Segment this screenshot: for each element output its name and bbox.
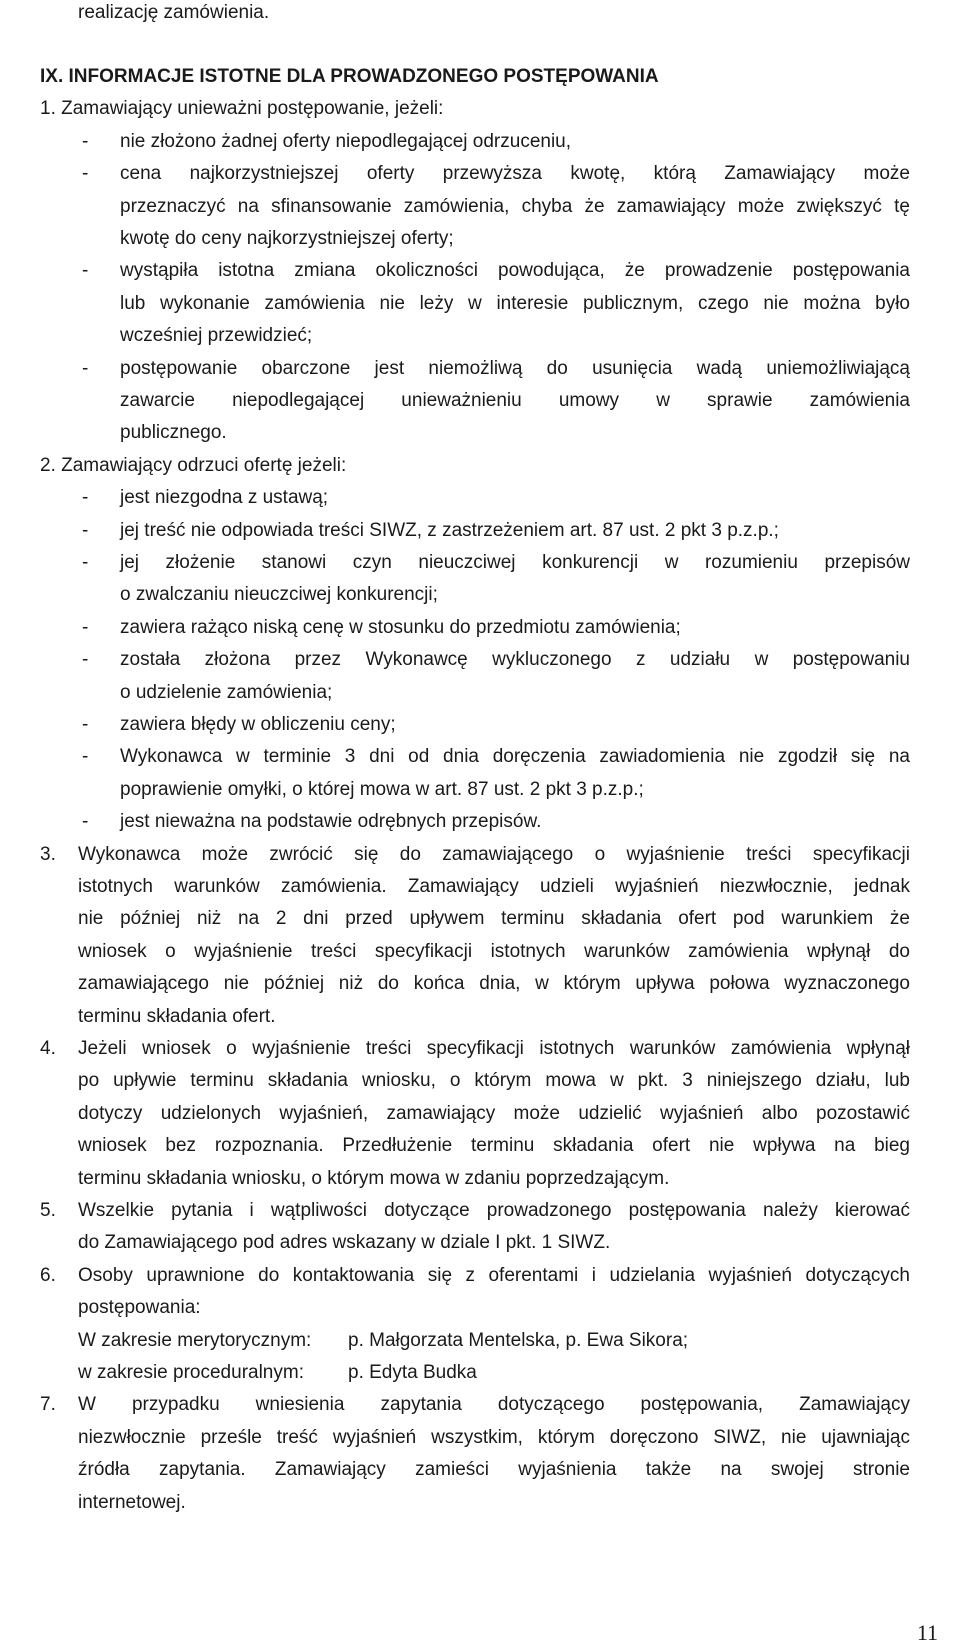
paragraph-line: internetowej.: [78, 1491, 186, 1513]
paragraph-line: istotnych warunków zamówienia. Zamawiający udzieli wyjaśnień niezwłocznie, jednak: [78, 876, 910, 897]
point-2-item-line: Wykonawca w terminie 3 dni od dnia doręczenia zawiadomienia nie zgodził się na: [120, 746, 910, 768]
contact-merit-value: p. Małgorzata Mentelska, p. Ewa Sikora;: [348, 1329, 689, 1351]
contact-proc-value: p. Edyta Budka: [348, 1362, 477, 1383]
bullet-dash: -: [82, 487, 89, 509]
paragraph-number: 7.: [40, 1394, 56, 1416]
paragraph-line: wniosek bez rozpoznania. Przedłużenie terminu składania ofert nie wpływa na bieg: [78, 1135, 910, 1157]
point-1-item-line: kwotę do ceny najkorzystniejszej oferty;: [120, 228, 454, 249]
paragraph-line: Jeżeli wniosek o wyjaśnienie treści specyfikacji istotnych warunków zamówienia wpłynął: [78, 1038, 910, 1059]
paragraph-line: do Zamawiającego pod adres wskazany w dziale I pkt. 1 SIWZ.: [78, 1232, 611, 1254]
paragraph-line: niezwłocznie prześle treść wyjaśnień wszystkim, którym doręczono SIWZ, nie ujawniając: [78, 1426, 910, 1448]
paragraph-number: 5.: [40, 1200, 56, 1221]
bullet-dash: -: [82, 130, 89, 152]
point-2-item-line: jest nieważna na podstawie odrębnych przepisów.: [120, 811, 542, 833]
point-1-intro: 1. Zamawiający unieważni postępowanie, jeżeli:: [40, 98, 444, 120]
point-2-item-line: została złożona przez Wykonawcę wykluczonego z udziału w postępowaniu: [120, 649, 910, 671]
point-2-item-line: o udzielenie zamówienia;: [120, 681, 333, 703]
point-1-item-line: zawarcie niepodlegającej unieważnieniu umowy w sprawie zamówienia: [120, 390, 910, 411]
bullet-dash: -: [82, 746, 89, 768]
paragraph-number: 6.: [40, 1264, 56, 1286]
point-1-item-line: cena najkorzystniejszej oferty przewyższa kwotę, którą Zamawiający może: [120, 163, 910, 185]
paragraph-line: Wykonawca może zwrócić się do zamawiającego o wyjaśnienie treści specyfikacji: [78, 843, 910, 865]
point-2-intro: 2. Zamawiający odrzuci ofertę jeżeli:: [40, 454, 347, 476]
point-2-item-line: jest niezgodna z ustawą;: [120, 487, 329, 509]
paragraph-line: Wszelkie pytania i wątpliwości dotyczące prowadzonego postępowania należy kierować: [78, 1200, 910, 1221]
bullet-dash: -: [82, 163, 89, 185]
paragraph-line: terminu składania ofert.: [78, 1005, 276, 1027]
point-2-item-line: jej złożenie stanowi czyn nieuczciwej konkurencji w rozumieniu przepisów: [120, 552, 910, 573]
point-1-item-line: wcześniej przewidzieć;: [120, 325, 313, 347]
bullet-dash: -: [82, 357, 89, 379]
point-1-item-line: nie złożono żadnej oferty niepodlegającej odrzuceniu,: [120, 130, 572, 152]
paragraph-number: 3.: [40, 843, 56, 865]
point-1-item-line: lub wykonanie zamówienia nie leży w interesie publicznym, czego nie można było: [120, 292, 910, 314]
bullet-dash: -: [82, 552, 89, 573]
paragraph-line: wniosek o wyjaśnienie treści specyfikacji istotnych warunków zamówienia wpłynął do: [78, 940, 910, 962]
point-2-item-line: o zwalczaniu nieuczciwej konkurencji;: [120, 584, 438, 606]
section-title: IX. INFORMACJE ISTOTNE DLA PROWADZONEGO POSTĘPOWANIA: [40, 66, 659, 87]
point-1-item-line: postępowanie obarczone jest niemożliwą do usunięcia wadą uniemożliwiającą: [120, 357, 910, 379]
paragraph-line: W przypadku wniesienia zapytania dotyczącego postępowania, Zamawiający: [78, 1394, 910, 1416]
paragraph-line: zamawiającego nie później niż do końca dnia, w którym upływa połowa wyznaczonego: [78, 973, 910, 995]
bullet-dash: -: [82, 616, 89, 638]
paragraph-line: Osoby uprawnione do kontaktowania się z oferentami i udzielania wyjaśnień dotyczących: [78, 1264, 910, 1286]
paragraph-number: 4.: [40, 1038, 56, 1059]
point-2-item-line: poprawienie omyłki, o której mowa w art. 87 ust. 2 pkt 3 p.z.p.;: [120, 778, 644, 800]
paragraph-line: dotyczy udzielonych wyjaśnień, zamawiający może udzielić wyjaśnień albo pozostawić: [78, 1102, 910, 1124]
page-number: 11: [916, 1620, 938, 1645]
contact-proc-row: [78, 1360, 477, 1386]
contact-proc-label: w zakresie proceduralnym:: [78, 1362, 304, 1383]
contact-merit-row: [78, 1328, 688, 1354]
point-1-item-line: publicznego.: [120, 422, 227, 444]
paragraph-line: postępowania:: [78, 1297, 201, 1319]
point-1-item-line: przeznaczyć na sfinansowanie zamówienia, chyba że zamawiający może zwiększyć tę: [120, 195, 910, 217]
bullet-dash: -: [82, 260, 89, 282]
continuation-line: realizację zamówienia.: [78, 2, 270, 23]
point-2-item-line: zawiera błędy w obliczeniu ceny;: [120, 714, 396, 735]
bullet-dash: -: [82, 714, 89, 735]
point-1-item-line: wystąpiła istotna zmiana okoliczności powodująca, że prowadzenie postępowania: [120, 260, 910, 282]
paragraph-line: nie później niż na 2 dni przed upływem terminu składania ofert pod warunkiem że: [78, 908, 910, 930]
paragraph-line: terminu składania wniosku, o którym mowa w zdaniu poprzedzającym.: [78, 1167, 670, 1189]
point-2-item-line: jej treść nie odpowiada treści SIWZ, z zastrzeżeniem art. 87 ust. 2 pkt 3 p.z.p.;: [120, 519, 779, 541]
bullet-dash: -: [82, 649, 89, 671]
contact-merit-label: W zakresie merytorycznym:: [78, 1329, 312, 1351]
bullet-dash: -: [82, 519, 89, 541]
point-2-item-line: zawiera rażąco niską cenę w stosunku do przedmiotu zamówienia;: [120, 616, 681, 638]
paragraph-line: po upływie terminu składania wniosku, o którym mowa w pkt. 3 niniejszego działu, lub: [78, 1070, 910, 1092]
paragraph-line: źródła zapytania. Zamawiający zamieści wyjaśnienia także na swojej stronie: [78, 1459, 910, 1481]
bullet-dash: -: [82, 811, 89, 833]
